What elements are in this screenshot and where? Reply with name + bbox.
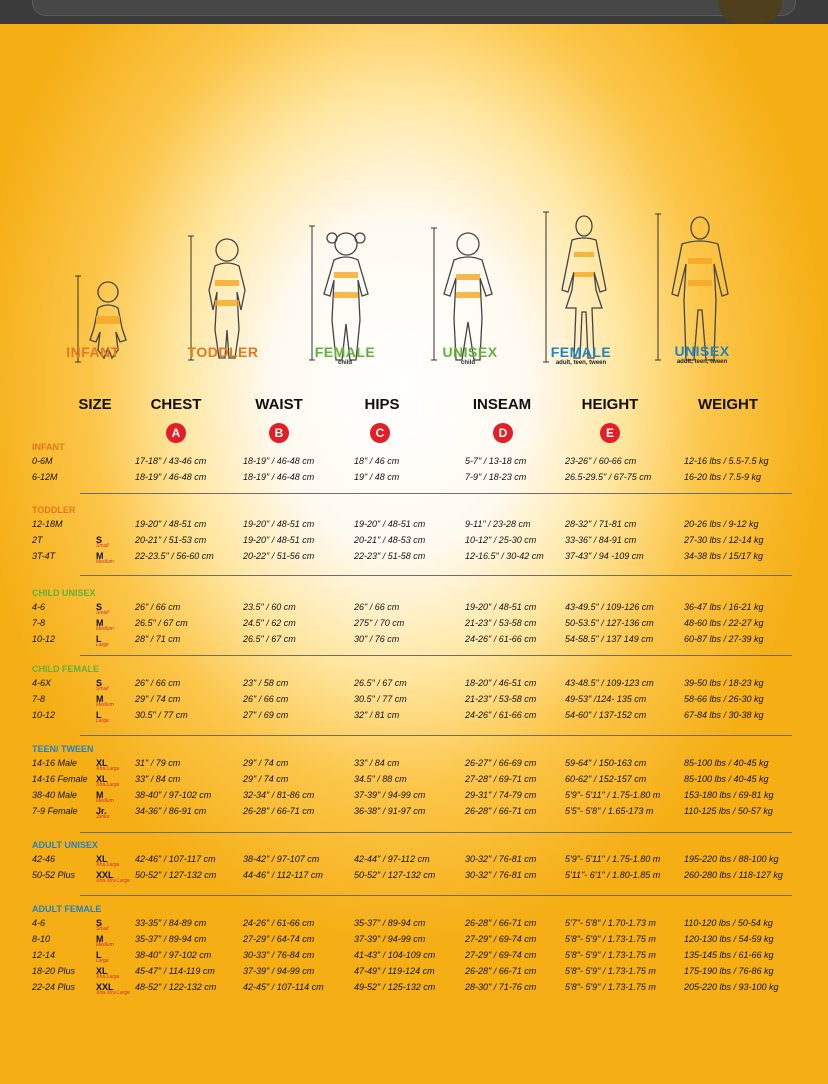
waist-cell: 18-19" / 46-48 cm xyxy=(243,456,315,466)
section-title: CHILD FEMALE xyxy=(32,664,99,674)
waist-cell: 23" / 58 cm xyxy=(243,678,289,688)
hips-cell: 36-38" / 91-97 cm xyxy=(354,806,426,816)
chest-cell: 26" / 66 cm xyxy=(135,602,181,612)
height-cell: 59-64" / 150-163 cm xyxy=(565,758,647,768)
inseam-cell: 24-26" / 61-66 cm xyxy=(465,710,537,720)
table-row xyxy=(32,632,792,648)
figure-label-unisex-adult: UNISEX xyxy=(674,343,730,359)
weight-cell: 110-125 lbs / 50-57 kg xyxy=(684,806,773,816)
figure-sublabel-female-adult: adult, teen, tween xyxy=(555,360,607,366)
inseam-cell: 27-28" / 69-71 cm xyxy=(465,774,537,784)
weight-cell: 195-220 lbs / 88-100 kg xyxy=(684,854,779,864)
size-letter-note: Large xyxy=(96,718,109,724)
table-row xyxy=(32,533,792,549)
size-cell: 6-12M xyxy=(32,472,58,482)
waist-cell: 44-46" / 112-117 cm xyxy=(243,870,323,880)
size-letter: S xyxy=(96,678,103,688)
chest-cell: 38-40" / 97-102 cm xyxy=(135,790,212,800)
size-letter-note: Xtra Large xyxy=(96,974,120,980)
table-row xyxy=(32,852,792,868)
height-cell: 54-58.5" / 137 149 cm xyxy=(565,634,654,644)
size-cell: 42-46 xyxy=(32,854,56,864)
height-cell: 49-53" /124- 135 cm xyxy=(565,694,647,704)
size-cell: 0-6M xyxy=(32,456,53,466)
weight-cell: 58-66 lbs / 26-30 kg xyxy=(684,694,764,704)
waist-cell: 20-22" / 51-56 cm xyxy=(243,551,315,561)
divider xyxy=(80,832,792,833)
size-cell: 12-14 xyxy=(32,950,56,960)
hips-cell: 41-43" / 104-109 cm xyxy=(354,950,436,960)
weight-cell: 34-38 lbs / 15/17 kg xyxy=(684,551,764,561)
table-row xyxy=(32,980,792,996)
size-letter: M xyxy=(96,694,104,704)
inseam-cell: 26-28" / 66-71 cm xyxy=(465,918,537,928)
waist-cell: 27-29" / 64-74 cm xyxy=(243,934,315,944)
size-letter: XL xyxy=(96,758,108,768)
inseam-cell: 5-7" / 13-18 cm xyxy=(465,456,527,466)
figure-label-female-child: FEMALE xyxy=(314,344,376,360)
header-hips: HIPS xyxy=(364,396,400,413)
chest-cell: 38-40" / 97-102 cm xyxy=(135,950,212,960)
size-letter: M xyxy=(96,618,104,628)
weight-cell: 12-16 lbs / 5.5-7.5 kg xyxy=(684,456,769,466)
hips-cell: 42-44" / 97-112 cm xyxy=(354,854,430,864)
inseam-cell: 27-29" / 69-74 cm xyxy=(465,950,537,960)
size-letter-note: Medium xyxy=(96,626,114,632)
size-cell: 14-16 Female xyxy=(32,774,88,784)
height-cell: 5'8"- 5'9" / 1.73-1.75 m xyxy=(565,950,656,960)
section-adult-female xyxy=(32,903,792,996)
size-letter: XL xyxy=(96,774,108,784)
weight-cell: 36-47 lbs / 16-21 kg xyxy=(684,602,764,612)
weight-cell: 67-84 lbs / 30-38 kg xyxy=(684,710,764,720)
table-row xyxy=(32,964,792,980)
hips-cell: 26" / 66 cm xyxy=(354,602,400,612)
header-waist: WAIST xyxy=(255,396,303,413)
size-letter: M xyxy=(96,551,104,561)
chest-cell: 34-36" / 86-91 cm xyxy=(135,806,207,816)
size-cell: 4-6 xyxy=(32,602,46,612)
size-cell: 7-8 xyxy=(32,618,46,628)
section-toddler xyxy=(32,504,792,565)
weight-cell: 39-50 lbs / 18-23 kg xyxy=(684,678,764,688)
waist-cell: 26-28" / 66-71 cm xyxy=(243,806,315,816)
size-cell: 10-12 xyxy=(32,710,56,720)
section-title: ADULT UNISEX xyxy=(32,840,98,850)
hips-cell: 47-49" / 119-124 cm xyxy=(354,966,435,976)
badge-a: A xyxy=(166,423,186,443)
section-child-female xyxy=(32,663,792,724)
table-row xyxy=(32,616,792,632)
weight-cell: 16-20 lbs / 7.5-9 kg xyxy=(684,472,762,482)
inseam-cell: 21-23" / 53-58 cm xyxy=(465,694,537,704)
header-height: HEIGHT xyxy=(581,396,639,413)
inseam-cell: 21-23" / 53-58 cm xyxy=(465,618,537,628)
height-cell: 5'7"- 5'8" / 1.70-1.73 m xyxy=(565,918,656,928)
hips-cell: 26.5" / 67 cm xyxy=(354,678,407,688)
chest-cell: 22-23.5" / 56-60 cm xyxy=(135,551,214,561)
size-cell: 8-10 xyxy=(32,934,51,944)
height-cell: 50-53.5" / 127-136 cm xyxy=(565,618,654,628)
weight-cell: 175-190 lbs / 76-86 kg xyxy=(684,966,774,976)
weight-cell: 205-220 lbs / 93-100 kg xyxy=(684,982,779,992)
size-cell: 18-20 Plus xyxy=(32,966,76,976)
table-row xyxy=(32,916,792,932)
inseam-cell: 28-30" / 71-76 cm xyxy=(465,982,537,992)
hips-cell: 50-52" / 127-132 cm xyxy=(354,870,436,880)
chest-cell: 42-46" / 107-117 cm xyxy=(135,854,216,864)
hips-cell: 19-20" / 48-51 cm xyxy=(354,519,426,529)
size-cell: 12-18M xyxy=(32,519,63,529)
height-cell: 5'9"- 5'11" / 1.75-1.80 m xyxy=(565,790,661,800)
size-letter: L xyxy=(96,634,102,644)
waist-cell: 38-42" / 97-107 cm xyxy=(243,854,320,864)
size-letter-note: Junior xyxy=(96,814,110,820)
table-row xyxy=(32,804,792,820)
inseam-cell: 27-29" / 69-74 cm xyxy=(465,934,537,944)
chest-cell: 26" / 66 cm xyxy=(135,678,181,688)
divider xyxy=(80,655,792,656)
size-letter-note: Small xyxy=(96,610,109,616)
inseam-cell: 26-28" / 66-71 cm xyxy=(465,966,537,976)
size-letter-note: Large xyxy=(96,642,109,648)
section-title: CHILD UNISEX xyxy=(32,588,96,598)
section-infant xyxy=(32,441,792,486)
avatar[interactable] xyxy=(718,0,782,24)
hips-cell: 33" / 84 cm xyxy=(354,758,400,768)
waist-cell: 32-34" / 81-86 cm xyxy=(243,790,315,800)
divider xyxy=(80,895,792,896)
waist-cell: 26" / 66 cm xyxy=(243,694,289,704)
height-cell: 28-32" / 71-81 cm xyxy=(565,519,637,529)
table-row xyxy=(32,868,792,884)
height-cell: 5'8"- 5'9" / 1.73-1.75 m xyxy=(565,966,656,976)
size-letter: XXL xyxy=(96,982,114,992)
weight-cell: 48-60 lbs / 22-27 kg xyxy=(684,618,764,628)
inseam-cell: 30-32" / 76-81 cm xyxy=(465,854,537,864)
weight-cell: 27-30 lbs / 12-14 kg xyxy=(684,535,764,545)
size-cell: 3T-4T xyxy=(32,551,56,561)
size-cell: 4-6 xyxy=(32,918,46,928)
table-row xyxy=(32,549,792,565)
hips-cell: 34.5" / 88 cm xyxy=(354,774,407,784)
size-letter-note: Xtra Large xyxy=(96,782,120,788)
figure-label-female-adult: FEMALE xyxy=(550,344,612,360)
waist-cell: 19-20" / 48-51 cm xyxy=(243,519,315,529)
height-cell: 5'11"- 6'1" / 1.80-1.85 m xyxy=(565,870,661,880)
size-letter-note: Medium xyxy=(96,702,114,708)
table-row xyxy=(32,676,792,692)
waist-cell: 29" / 74 cm xyxy=(243,774,289,784)
size-cell: 7-9 Female xyxy=(32,806,78,816)
section-teen-tween xyxy=(32,743,792,820)
inseam-cell: 26-27" / 66-69 cm xyxy=(465,758,537,768)
size-letter-note: Xtra Large xyxy=(96,766,120,772)
size-cell: 22-24 Plus xyxy=(32,982,76,992)
weight-cell: 60-87 lbs / 27-39 kg xyxy=(684,634,764,644)
waist-cell: 29" / 74 cm xyxy=(243,758,289,768)
size-letter-note: Small xyxy=(96,686,109,692)
waist-cell: 30-33" / 76-84 cm xyxy=(243,950,315,960)
size-letter-note: Medium xyxy=(96,798,114,804)
badge-b: B xyxy=(269,423,289,443)
weight-cell: 153-180 lbs / 69-81 kg xyxy=(684,790,774,800)
inseam-cell: 18-20" / 46-51 cm xyxy=(465,678,537,688)
figure-label-toddler: TODDLER xyxy=(187,344,259,360)
hips-cell: 275" / 70 cm xyxy=(354,618,405,628)
size-cell: 10-12 xyxy=(32,634,56,644)
size-cell: 7-8 xyxy=(32,694,46,704)
hips-cell: 30.5" / 77 cm xyxy=(354,694,407,704)
weight-cell: 20-26 lbs / 9-12 kg xyxy=(684,519,759,529)
table-row xyxy=(32,756,792,772)
hips-cell: 35-37" / 89-94 cm xyxy=(354,918,426,928)
chest-cell: 18-19" / 46-48 cm xyxy=(135,472,207,482)
chest-cell: 17-18" / 43-46 cm xyxy=(135,456,207,466)
weight-cell: 260-280 lbs / 118-127 kg xyxy=(684,870,783,880)
waist-cell: 26.5" / 67 cm xyxy=(243,634,296,644)
size-letter-note: Small xyxy=(96,543,109,549)
section-child-unisex xyxy=(32,587,792,648)
hips-cell: 49-52" / 125-132 cm xyxy=(354,982,436,992)
inseam-cell: 7-9" / 18-23 cm xyxy=(465,472,527,482)
height-cell: 54-60" / 137-152 cm xyxy=(565,710,647,720)
header-chest: CHEST xyxy=(150,396,202,413)
waist-cell: 24.5" / 62 cm xyxy=(243,618,296,628)
height-cell: 23-26" / 60-66 cm xyxy=(565,456,637,466)
table-row xyxy=(32,454,792,470)
size-letter-note: Xtra Xtra Large xyxy=(96,990,130,996)
chest-cell: 31" / 79 cm xyxy=(135,758,181,768)
size-letter: S xyxy=(96,535,103,545)
header-size: SIZE xyxy=(78,396,112,413)
table-row xyxy=(32,788,792,804)
table-row xyxy=(32,708,792,724)
size-letter: Jr. xyxy=(96,806,107,816)
height-cell: 33-36" / 84-91 cm xyxy=(565,535,637,545)
size-letter-note: Medium xyxy=(96,559,114,565)
divider xyxy=(80,493,792,494)
section-adult-unisex xyxy=(32,839,792,884)
size-letter: S xyxy=(96,602,103,612)
hips-cell: 37-39" / 94-99 cm xyxy=(354,934,426,944)
hips-cell: 30" / 76 cm xyxy=(354,634,400,644)
female-adult-figure xyxy=(540,208,616,365)
size-letter: S xyxy=(96,918,103,928)
hips-cell: 18" / 46 cm xyxy=(354,456,400,466)
inseam-cell: 24-26" / 61-66 cm xyxy=(465,634,537,644)
height-cell: 60-62" / 152-157 cm xyxy=(565,774,647,784)
weight-cell: 135-145 lbs / 61-66 kg xyxy=(684,950,774,960)
inseam-cell: 30-32" / 76-81 cm xyxy=(465,870,537,880)
hips-cell: 32" / 81 cm xyxy=(354,710,400,720)
figure-sublabel-unisex-adult: adult, teen, tween xyxy=(676,359,728,365)
height-cell: 5'5"- 5'8" / 1.65-173 m xyxy=(565,806,654,816)
weight-cell: 85-100 lbs / 40-45 kg xyxy=(684,774,769,784)
address-bar[interactable] xyxy=(32,0,796,16)
chest-cell: 48-52" / 122-132 cm xyxy=(135,982,217,992)
chest-cell: 50-52" / 127-132 cm xyxy=(135,870,217,880)
weight-cell: 110-120 lbs / 50-54 kg xyxy=(684,918,773,928)
inseam-cell: 10-12" / 25-30 cm xyxy=(465,535,537,545)
height-cell: 43-48.5" / 109-123 cm xyxy=(565,678,654,688)
waist-cell: 24-26" / 61-66 cm xyxy=(243,918,315,928)
hips-cell: 19" / 48 cm xyxy=(354,472,400,482)
section-title: TEEN/ TWEEN xyxy=(32,744,94,754)
size-letter-note: Small xyxy=(96,926,109,932)
divider xyxy=(80,735,792,736)
chest-cell: 33" / 84 cm xyxy=(135,774,181,784)
badge-d: D xyxy=(493,423,513,443)
chest-cell: 26.5" / 67 cm xyxy=(135,618,188,628)
figure-sublabel-female-child: child xyxy=(337,360,352,366)
size-letter: M xyxy=(96,790,104,800)
size-cell: 38-40 Male xyxy=(32,790,78,800)
size-letter-note: Large xyxy=(96,958,109,964)
height-cell: 5'9"- 5'11" / 1.75-1.80 m xyxy=(565,854,661,864)
figure-sublabel-unisex-child: child xyxy=(460,360,475,366)
size-cell: 50-52 Plus xyxy=(32,870,76,880)
section-title: INFANT xyxy=(32,442,65,452)
size-letter-note: Medium xyxy=(96,942,114,948)
table-row xyxy=(32,470,792,486)
chest-cell: 30.5" / 77 cm xyxy=(135,710,188,720)
size-letter: L xyxy=(96,950,102,960)
table-row xyxy=(32,692,792,708)
hips-cell: 37-39" / 94-99 cm xyxy=(354,790,426,800)
size-cell: 2T xyxy=(32,535,43,545)
height-cell: 43-49.5" / 109-126 cm xyxy=(565,602,654,612)
chest-cell: 29" / 74 cm xyxy=(135,694,181,704)
waist-cell: 18-19" / 46-48 cm xyxy=(243,472,315,482)
size-letter: M xyxy=(96,934,104,944)
waist-cell: 19-20" / 48-51 cm xyxy=(243,535,315,545)
height-cell: 26.5-29.5" / 67-75 cm xyxy=(565,472,652,482)
table-row xyxy=(32,772,792,788)
chest-cell: 19-20" / 48-51 cm xyxy=(135,519,207,529)
weight-cell: 85-100 lbs / 40-45 kg xyxy=(684,758,769,768)
height-cell: 5'8"- 5'9" / 1.73-1.75 m xyxy=(565,934,656,944)
figure-label-infant: INFANT xyxy=(66,344,120,360)
chest-cell: 35-37" / 89-94 cm xyxy=(135,934,207,944)
divider xyxy=(80,575,792,576)
chest-cell: 20-21" / 51-53 cm xyxy=(135,535,207,545)
inseam-cell: 19-20" / 48-51 cm xyxy=(465,602,537,612)
size-letter-note: Xtra Xtra Large xyxy=(96,878,130,884)
table-row xyxy=(32,600,792,616)
section-title: TODDLER xyxy=(32,505,76,515)
size-cell: 4-6X xyxy=(32,678,52,688)
inseam-cell: 29-31" / 74-79 cm xyxy=(465,790,537,800)
hips-cell: 20-21" / 48-53 cm xyxy=(354,535,426,545)
header-inseam: INSEAM xyxy=(472,396,532,413)
browser-toolbar xyxy=(0,0,828,24)
waist-cell: 23.5" / 60 cm xyxy=(243,602,296,612)
header-weight: WEIGHT xyxy=(698,396,758,413)
waist-cell: 27" / 69 cm xyxy=(243,710,289,720)
table-row xyxy=(32,932,792,948)
unisex-adult-figure xyxy=(652,210,734,365)
height-cell: 5'8"- 5'9" / 1.73-1.75 m xyxy=(565,982,656,992)
size-chart-image xyxy=(0,24,828,1084)
hips-cell: 22-23" / 51-58 cm xyxy=(354,551,426,561)
chest-cell: 45-47" / 114-119 cm xyxy=(135,966,215,976)
height-cell: 37-43" / 94 -109 cm xyxy=(565,551,644,561)
table-row xyxy=(32,948,792,964)
inseam-cell: 26-28" / 66-71 cm xyxy=(465,806,537,816)
size-letter: XXL xyxy=(96,870,114,880)
size-letter-note: Xtra Large xyxy=(96,862,120,868)
chest-cell: 33-35" / 84-89 cm xyxy=(135,918,207,928)
figure-label-unisex-child: UNISEX xyxy=(442,344,498,360)
waist-cell: 42-45" / 107-114 cm xyxy=(243,982,324,992)
badge-c: C xyxy=(370,423,390,443)
chest-cell: 28" / 71 cm xyxy=(135,634,181,644)
inseam-cell: 9-11" / 23-28 cm xyxy=(465,519,531,529)
table-row xyxy=(32,517,792,533)
size-letter: XL xyxy=(96,966,108,976)
inseam-cell: 12-16.5" / 30-42 cm xyxy=(465,551,544,561)
weight-cell: 120-130 lbs / 54-59 kg xyxy=(684,934,774,944)
size-cell: 14-16 Male xyxy=(32,758,78,768)
size-letter: XL xyxy=(96,854,108,864)
badge-e: E xyxy=(600,423,620,443)
waist-cell: 37-39" / 94-99 cm xyxy=(243,966,315,976)
section-title: ADULT FEMALE xyxy=(32,904,102,914)
size-letter: L xyxy=(96,710,102,720)
